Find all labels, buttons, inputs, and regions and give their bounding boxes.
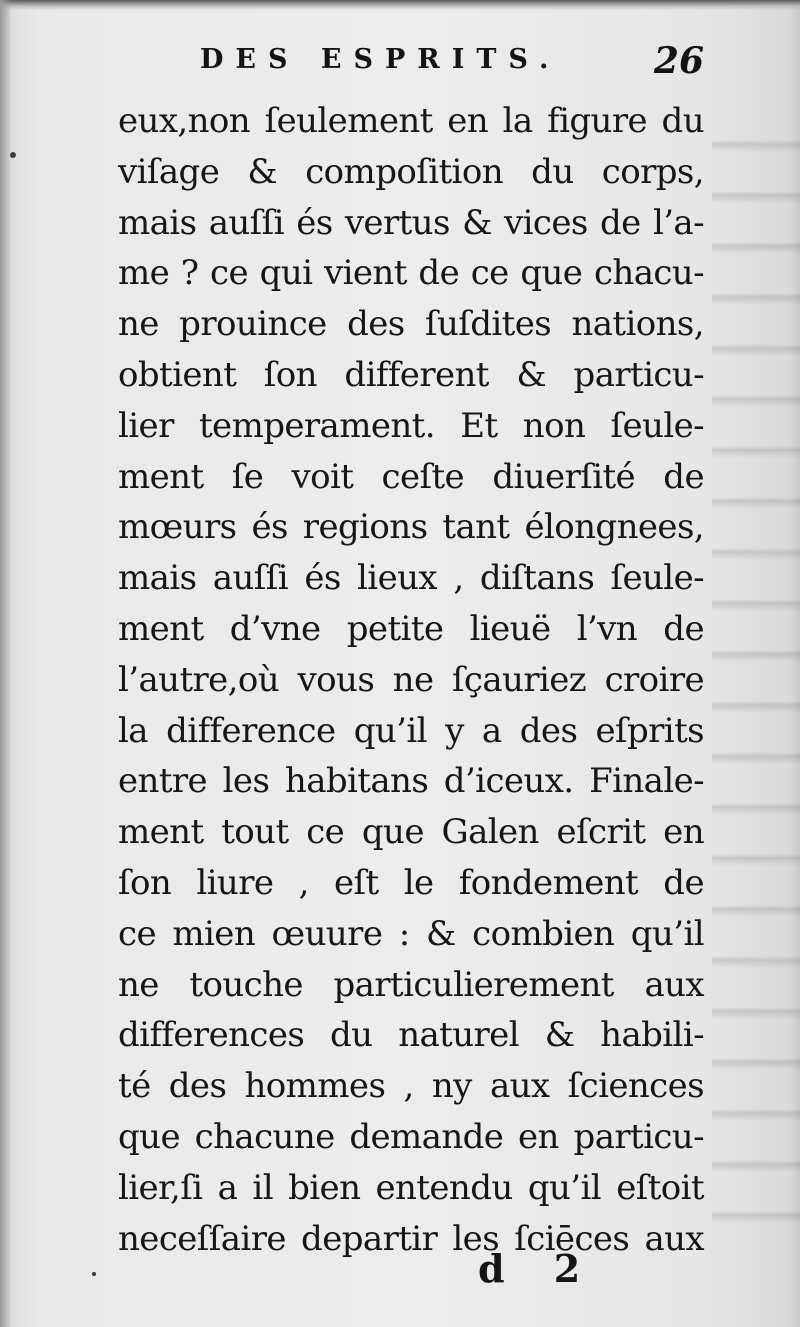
- text-line: mais auſſi és lieux , diſtans ſeule-: [118, 558, 704, 599]
- text-line: lier,ſi a il bien entendu qu’il eſtoit: [118, 1167, 704, 1208]
- text-line: la difference qu’il y a des eſprits: [118, 710, 704, 751]
- text-line: mais auſſi és vertus & vices de l’a-: [118, 202, 704, 243]
- body-text: [118, 96, 704, 1264]
- text-line: té des hommes , ny aux ſciences: [118, 1066, 704, 1107]
- page-header: [200, 40, 710, 90]
- text-line: viſage & compoſition du corps,: [118, 151, 704, 192]
- page-top-shadow: [0, 0, 800, 10]
- text-line: ne touche particulierement aux: [118, 964, 704, 1005]
- page-gutter-shadow: [0, 0, 12, 1327]
- text-line: obtient ſon different & particu-: [118, 354, 704, 395]
- text-line: ſon liure , eſt le fondement de: [118, 862, 704, 903]
- text-line: ment ſe voit ceſte diuerſité de: [118, 456, 704, 497]
- ink-speck: [92, 1272, 96, 1276]
- text-line: ment tout ce que Galen eſcrit en: [118, 812, 704, 853]
- text-line: ment d’vne petite lieuë l’vn de: [118, 608, 704, 649]
- text-line: eux,non ſeulement en la figure du: [118, 101, 704, 141]
- text-line: l’autre,où vous ne ſçauriez croire: [118, 659, 704, 700]
- text-line: que chacune demande en particu-: [118, 1116, 704, 1157]
- text-line: neceſſaire departir les ſciēces aux: [118, 1218, 704, 1259]
- text-line: ce mien œuure : & combien qu’il: [118, 913, 704, 954]
- text-line: entre les habitans d’iceux. Finale-: [118, 761, 704, 802]
- show-through-texture: [712, 110, 800, 1230]
- signature-mark: d 2: [478, 1246, 599, 1291]
- text-line: lier temperament. Et non ſeule-: [118, 405, 704, 446]
- text-line: differences du naturel & habili-: [118, 1015, 704, 1056]
- text-line: ne prouince des ſuſdites nations,: [118, 304, 704, 345]
- page-number: 26: [653, 40, 704, 82]
- text-line: mœurs és regions tant élongnees,: [118, 507, 704, 548]
- running-title: DES ESPRITS.: [200, 44, 561, 75]
- ink-speck: [10, 152, 16, 158]
- text-line: me ? ce qui vient de ce que chacu-: [118, 253, 704, 294]
